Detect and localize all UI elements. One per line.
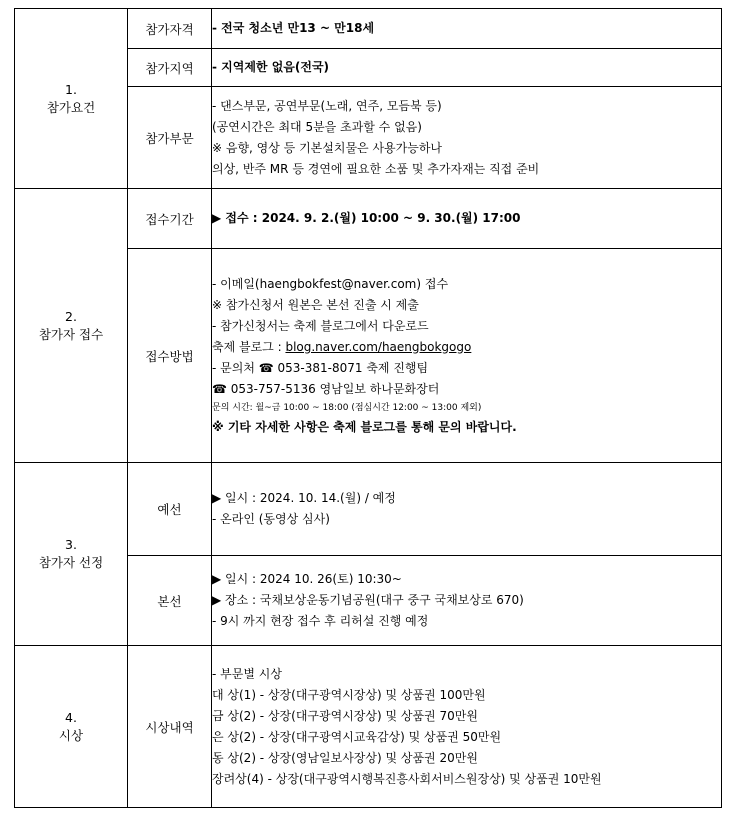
content-line: ▶ 장소 : 국채보상운동기념공원(대구 중구 국채보상로 670) [212,593,524,607]
row-label: 본선 [128,556,212,646]
row-content [212,49,722,87]
row-label: 접수방법 [128,249,212,463]
row-label: 참가자격 [128,9,212,49]
table-body [15,9,722,808]
content-line: - 이메일(haengbokfest@naver.com) 접수 [212,276,449,291]
blog-line [212,337,721,358]
section-title [15,189,128,463]
row-content [212,9,722,49]
content-line: ※ 기타 자세한 사항은 축제 블로그를 통해 문의 바랍니다. [212,419,517,434]
row-label: 예선 [128,463,212,556]
content-line: ☎ 053-757-5136 영남일보 하나문화장터 [212,381,440,396]
row-content [212,249,722,463]
blog-link[interactable]: blog.naver.com/haengbokgogo [285,339,472,354]
content-line: - 전국 청소년 만13 ~ 만18세 [212,21,375,35]
content-line: 대 상(1) - 상장(대구광역시장상) 및 상품권 100만원 [212,687,486,702]
content-line: 의상, 반주 MR 등 경연에 필요한 소품 및 추가자재는 직접 준비 [212,161,540,176]
content-line: - 참가신청서는 축제 블로그에서 다운로드 [212,318,429,333]
content-line: 동 상(2) - 상장(영남일보사장상) 및 상품권 20만원 [212,750,478,765]
section-title-line: 2. [65,308,77,324]
row-content [212,463,722,556]
content-line: - 9시 까지 현장 접수 후 리허설 진행 예정 [212,614,429,628]
row-content [212,189,722,249]
content-line: - 온라인 (동영상 심사) [212,512,330,526]
content-line: 금 상(2) - 상장(대구광역시장상) 및 상품권 70만원 [212,708,478,723]
content-line: ▶ 접수 : 2024. 9. 2.(월) 10:00 ~ 9. 30.(월) 17:00 [212,211,521,225]
content-line: 은 상(2) - 상장(대구광역시교육감상) 및 상품권 50만원 [212,729,502,744]
section-title-line: 시상 [58,727,84,743]
blog-prefix: 축제 블로그 : [212,339,286,354]
content-line: 문의 시간: 월~금 10:00 ~ 18:00 (점심시간 12:00 ~ 13:00 제외) [212,402,482,413]
row-content [212,646,722,808]
content-line: ▶ 일시 : 2024 10. 26(토) 10:30~ [212,572,402,586]
table-row [15,189,722,249]
content-line: ※ 음향, 영상 등 기본설치물은 사용가능하나 [212,140,443,155]
content-line: 장려상(4) - 상장(대구광역시행복진흥사회서비스원장상) 및 상품권 10만원 [212,771,602,786]
content-line: (공연시간은 최대 5분을 초과할 수 없음) [212,119,422,134]
content-line: - 댄스부문, 공연부문(노래, 연주, 모듬북 등) [212,98,442,113]
table-row [15,9,722,49]
table-row [15,646,722,808]
content-line: - 지역제한 없음(전국) [212,60,330,74]
section-title-line: 참가요건 [46,99,96,115]
section-title-line: 3. [65,537,77,552]
section-title-line: 참가자 선정 [38,555,104,570]
section-title-line: 참가자 접수 [38,326,104,342]
contest-info-table [14,8,722,808]
table-row [15,463,722,556]
row-label: 참가부문 [128,87,212,189]
section-title-line: 4. [65,709,77,725]
section-title [15,646,128,808]
row-content [212,87,722,189]
row-content [212,556,722,646]
section-title [15,463,128,646]
content-line: ▶ 일시 : 2024. 10. 14.(월) / 예정 [212,491,396,505]
row-label: 참가지역 [128,49,212,87]
section-title [15,9,128,189]
content-line: ※ 참가신청서 원본은 본선 진출 시 제출 [212,297,419,312]
section-title-line: 1. [65,81,77,97]
row-label: 접수기간 [128,189,212,249]
content-line: - 문의처 ☎ 053-381-8071 축제 진행팀 [212,360,429,375]
content-line: - 부문별 시상 [212,666,282,681]
row-label: 시상내역 [128,646,212,808]
